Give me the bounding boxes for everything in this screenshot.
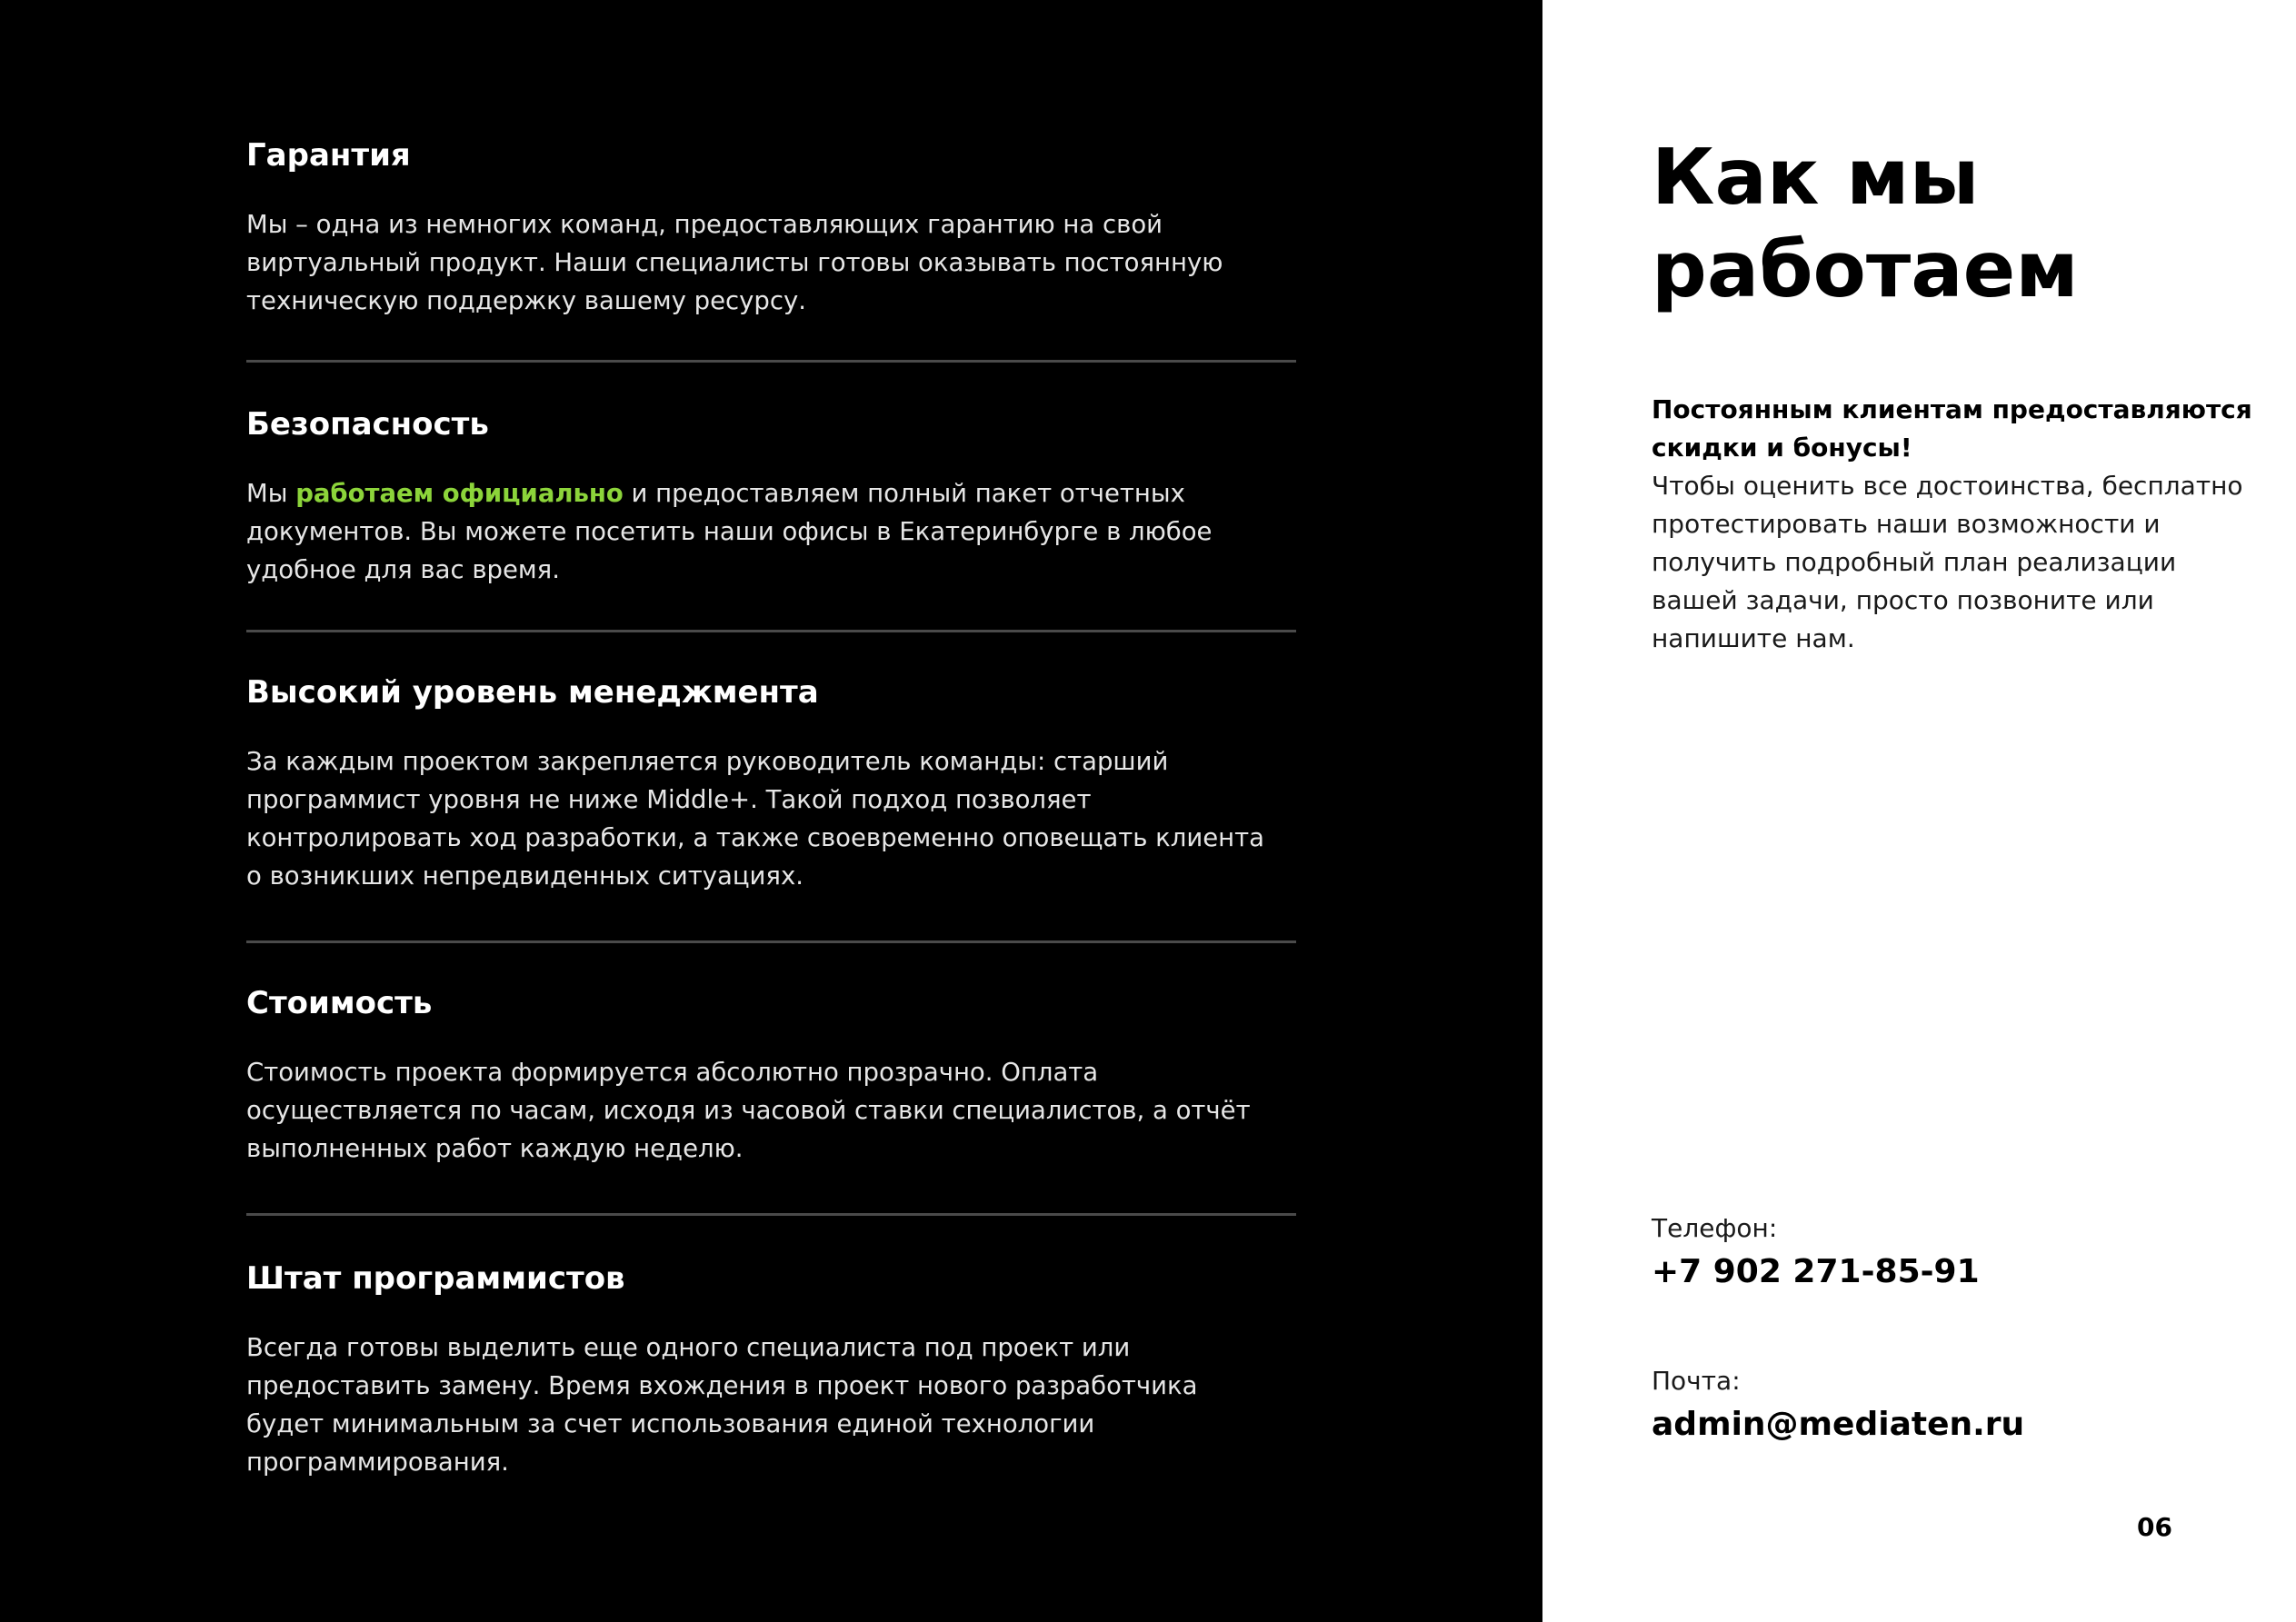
- section-body-text: и предоставляем полный пакет отчетных документов. Вы можете посетить наши офисы в Екатеринбурге в любое удобное для вас время.: [246, 479, 1213, 584]
- section-divider: [246, 630, 1296, 632]
- section-cost: [246, 984, 1296, 1168]
- phone-link[interactable]: +7 902 271-85-91: [1652, 1253, 1980, 1290]
- section-heading: Штат программистов: [246, 1260, 625, 1297]
- email-link[interactable]: admin@mediaten.ru: [1652, 1406, 2025, 1443]
- section-divider: [246, 1213, 1296, 1216]
- email-label: Почта:: [1652, 1366, 1741, 1396]
- section-heading: Гарантия: [246, 137, 411, 174]
- section-body: Стоимость проекта формируется абсолютно прозрачно. Оплата осуществляется по часам, исходя из часовой ставки специалистов, а отчёт выполненных работ каждую неделю.: [246, 1058, 1251, 1163]
- promo-bold-text: Постоянным клиентам предоставляются скидки и бонусы!: [1652, 394, 2252, 463]
- section-heading: Стоимость: [246, 985, 433, 1021]
- page-number: 06: [2137, 1512, 2172, 1542]
- highlight-text: работаем официально: [295, 479, 624, 508]
- section-divider: [246, 940, 1296, 943]
- section-security: [246, 405, 1296, 589]
- right-panel: [1542, 0, 2296, 1622]
- section-body-text: Мы: [246, 479, 296, 508]
- promo-body-text: Чтобы оценить все достоинства, бесплатно протестировать наши возможности и получить подробный план реализации вашей задачи, просто позвоните или напишите нам.: [1652, 471, 2243, 653]
- section-management: [246, 673, 1296, 895]
- section-heading: Высокий уровень менеджмента: [246, 674, 819, 711]
- section-heading: Безопасность: [246, 406, 489, 443]
- page-title: Как мы работаем: [1652, 133, 2079, 315]
- phone-label: Телефон:: [1652, 1213, 1778, 1243]
- section-body: Всегда готовы выделить еще одного специалиста под проект или предоставить замену. Время вхождения в проект нового разработчика будет минимальным за счет использования единой технологии программирования.: [246, 1333, 1198, 1477]
- section-staff: [246, 1259, 1296, 1481]
- section-body: Мы – одна из немногих команд, предоставляющих гарантию на свой виртуальный продукт. Наши специалисты готовы оказывать постоянную техническую поддержку вашему ресурсу.: [246, 210, 1223, 315]
- section-body: За каждым проектом закрепляется руководитель команды: старший программист уровня не ниже Middle+. Такой подход позволяет контролировать ход разработки, а также своевременно оповещать клиента о возникших непредвиденных ситуациях.: [246, 747, 1264, 891]
- section-divider: [246, 360, 1296, 363]
- section-body: [246, 474, 1264, 589]
- section-guarantee: [246, 136, 1296, 320]
- promo-text: [1652, 391, 2270, 658]
